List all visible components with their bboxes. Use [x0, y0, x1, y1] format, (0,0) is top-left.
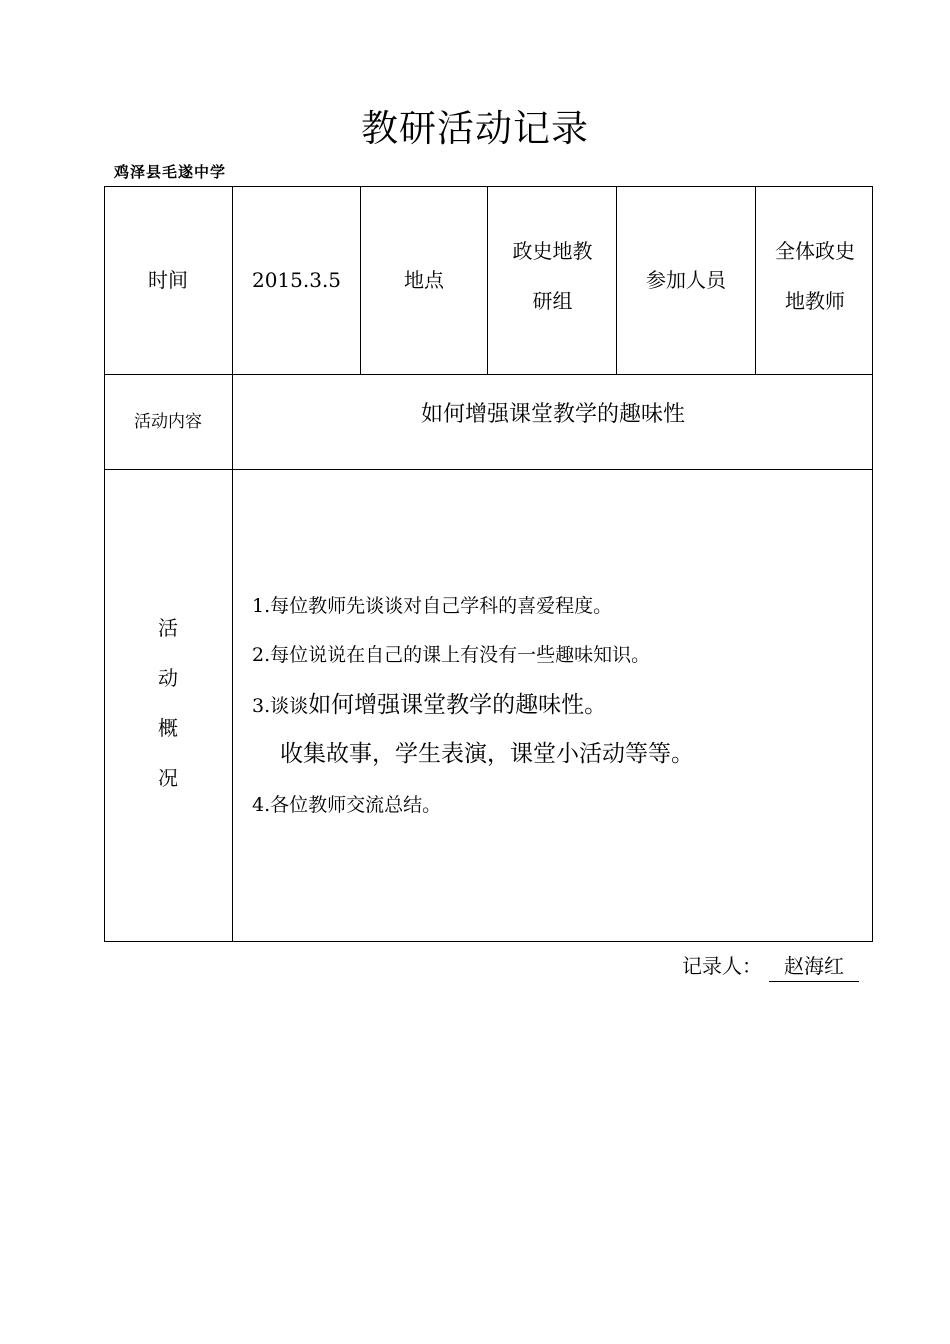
school-name: 鸡泽县毛遂中学	[114, 163, 227, 181]
document-title: 教研活动记录	[361, 107, 589, 150]
activity-summary-label-char: 况	[158, 766, 178, 790]
table-col-divider	[755, 186, 756, 375]
summary-item-3-main: 如何增强课堂教学的趣味性。	[308, 692, 608, 718]
summary-item-2: 2.每位说说在自己的课上有没有一些趣味知识。	[252, 644, 651, 666]
recorder-label: 记录人：	[682, 954, 762, 978]
table-col-divider	[487, 186, 488, 375]
table-row-divider	[104, 469, 873, 470]
summary-item-3-detail: 收集故事，学生表演，课堂小活动等等。	[280, 741, 694, 767]
place-value: 政史地教研组	[512, 239, 593, 313]
activity-summary-label-char: 动	[158, 666, 178, 690]
summary-item-1: 1.每位教师先谈谈对自己学科的喜爱程度。	[252, 595, 613, 617]
activity-content-value: 如何增强课堂教学的趣味性	[420, 402, 685, 427]
summary-item-3	[252, 686, 607, 719]
time-value: 2015.3.5	[251, 268, 342, 292]
activity-summary-label-char: 活	[158, 616, 178, 640]
activity-content-label: 活动内容	[134, 412, 202, 432]
participants-label: 参加人员	[646, 268, 726, 292]
summary-item-4: 4.各位教师交流总结。	[252, 794, 442, 816]
place-label: 地点	[404, 268, 444, 292]
summary-item-3-prefix: 3.谈谈	[252, 695, 309, 717]
activity-summary-label-char: 概	[158, 716, 178, 740]
time-label: 时间	[148, 268, 188, 292]
recorder-name: 赵海红	[769, 950, 859, 982]
participants-value: 全体政史地教师	[775, 239, 855, 313]
